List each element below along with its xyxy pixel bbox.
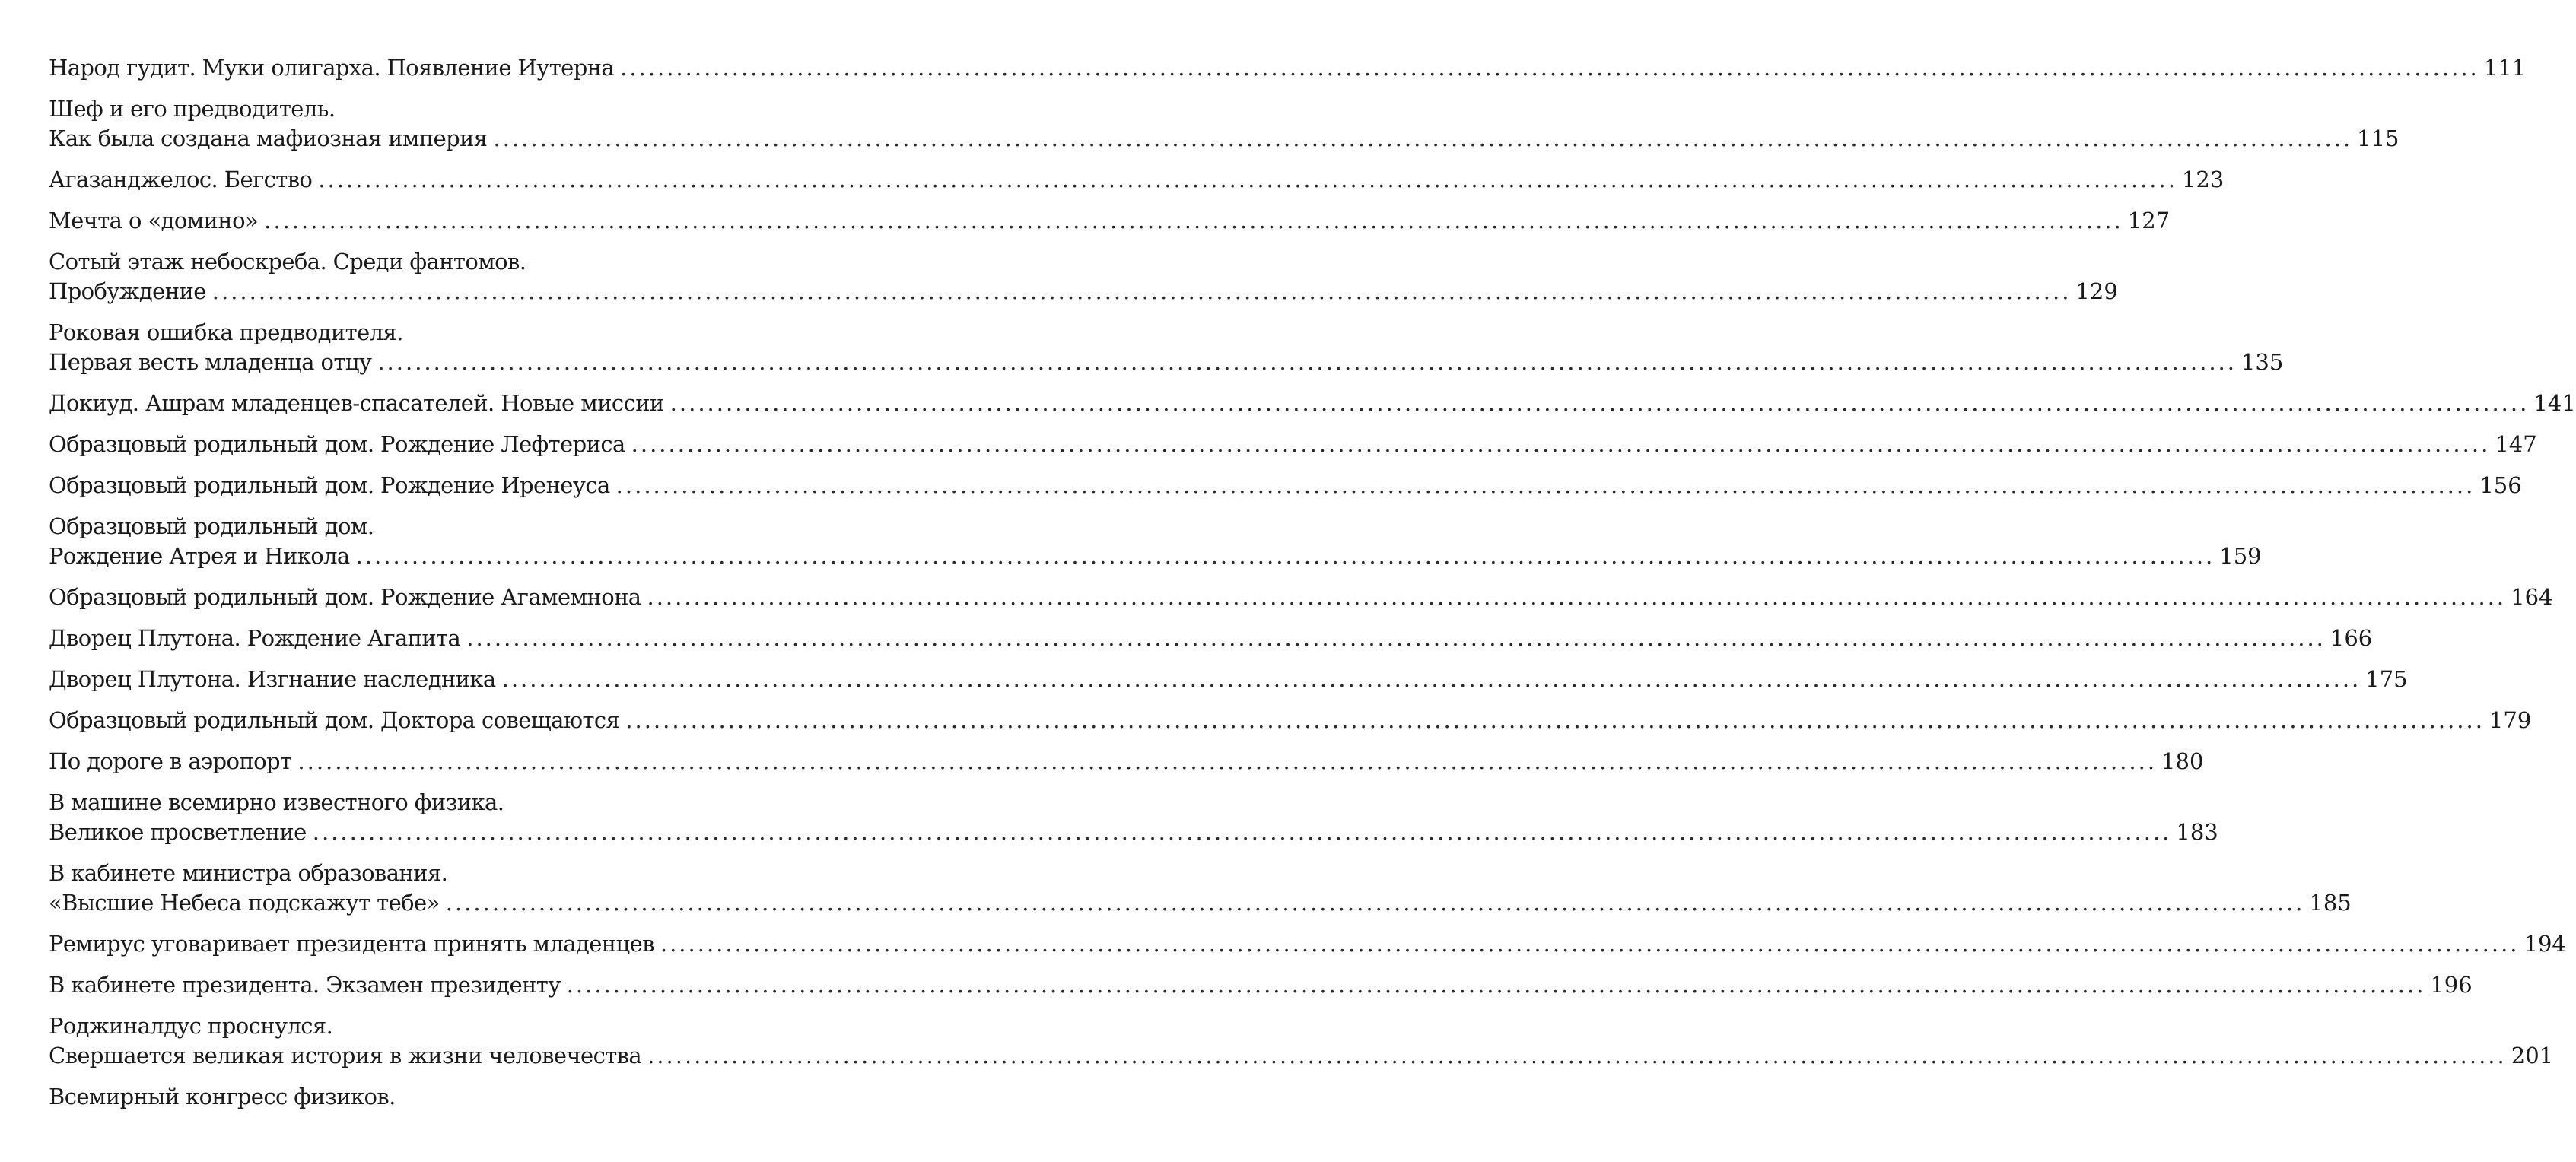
table-of-contents-page	[49, 53, 2576, 1123]
toc-entry-title-line: В машине всемирно известного физика.	[49, 789, 504, 815]
toc-entry-row	[49, 206, 2171, 236]
toc-entry	[49, 471, 2522, 500]
toc-entry	[49, 970, 2473, 1000]
dot-leader	[466, 624, 2326, 653]
dot-leader	[616, 471, 2476, 500]
toc-entry-title-line: Ремирус уговаривает президента принять младенцев	[49, 931, 654, 957]
dot-leader	[631, 430, 2491, 459]
toc-page-number: 127	[2127, 208, 2171, 233]
dot-leader	[313, 818, 2172, 847]
toc-entry	[49, 624, 2373, 653]
toc-entry-row	[49, 706, 2532, 735]
toc-entry	[49, 94, 2399, 154]
toc-entry-title-line: Образцовый родильный дом. Рождение Агамемнона	[49, 584, 641, 610]
toc-entry-row	[49, 471, 2522, 500]
toc-page-number: 129	[2075, 278, 2118, 304]
toc-entry	[49, 389, 2576, 418]
toc-page-number: 115	[2357, 125, 2399, 151]
toc-entry	[49, 165, 2225, 195]
toc-entry-row	[49, 53, 2527, 83]
toc-page-number: 179	[2489, 707, 2532, 733]
toc-entry-row	[49, 818, 2218, 847]
toc-page-number: 180	[2161, 748, 2204, 774]
toc-entry	[49, 430, 2537, 459]
toc-page-number: 135	[2240, 349, 2284, 375]
toc-entry-row	[49, 888, 2352, 918]
toc-entry	[49, 1011, 2554, 1071]
toc-entry	[49, 706, 2532, 735]
toc-entry-row	[49, 1041, 2554, 1071]
toc-page-number: 185	[2309, 890, 2352, 916]
toc-page-number: 201	[2511, 1043, 2554, 1068]
toc-entry	[49, 859, 2352, 918]
toc-entry-title-line: Мечта о «домино»	[49, 208, 259, 233]
toc-page-number: 123	[2181, 167, 2225, 192]
toc-entry-row	[49, 430, 2537, 459]
toc-page-number: 147	[2495, 431, 2537, 457]
toc-entry-title-line: Образцовый родильный дом. Рождение Иренеуса	[49, 472, 610, 498]
dot-leader	[660, 929, 2520, 959]
toc-entry	[49, 747, 2204, 776]
toc-entry-row	[49, 124, 2399, 154]
dot-leader	[670, 389, 2530, 418]
dot-leader	[494, 124, 2353, 154]
toc-page-number: 183	[2176, 819, 2218, 845]
toc-entry	[49, 206, 2171, 236]
toc-entry	[49, 512, 2262, 571]
toc-entry-title-line: Как была создана мафиозная империя	[49, 125, 488, 151]
dot-leader	[356, 541, 2215, 571]
toc-entry-title-line: Образцовый родильный дом. Доктора совещаются	[49, 707, 620, 733]
toc-list	[49, 53, 2576, 1112]
toc-entry	[49, 1082, 704, 1112]
toc-entry-row	[49, 348, 2284, 377]
toc-entry-title-line: В кабинете министра образования.	[49, 860, 448, 886]
toc-entry	[49, 583, 2553, 612]
toc-entry-row	[49, 929, 2566, 959]
toc-page-number: 196	[2430, 972, 2473, 998]
dot-leader	[318, 165, 2177, 195]
toc-entry	[49, 247, 2118, 306]
toc-entry-title-line: По дороге в аэропорт	[49, 748, 292, 774]
dot-leader	[264, 206, 2123, 236]
toc-entry	[49, 318, 2284, 377]
toc-entry-title-line: Шеф и его предводитель.	[49, 96, 336, 122]
toc-entry-title-line: Роджиналдус проснулся.	[49, 1013, 333, 1039]
toc-entry-title-line: Дворец Плутона. Изгнание наследника	[49, 666, 496, 692]
toc-page-number: 141	[2533, 390, 2576, 416]
dot-leader	[647, 583, 2507, 612]
toc-entry-title-line: «Высшие Небеса подскажут тебе»	[49, 890, 440, 916]
dot-leader	[297, 747, 2157, 776]
toc-entry-title-line: Всемирный конгресс физиков.	[49, 1084, 396, 1110]
toc-entry-row	[49, 277, 2118, 306]
toc-page-number: 164	[2511, 584, 2553, 610]
dot-leader	[446, 888, 2305, 918]
dot-leader	[567, 970, 2426, 1000]
dot-leader	[647, 1041, 2507, 1071]
toc-entry-title-line: Свершается великая история в жизни человечества	[49, 1043, 642, 1068]
toc-entry-row	[49, 1082, 704, 1112]
toc-entry-title-line: Народ гудит. Муки олигарха. Появление Иутерна	[49, 55, 615, 81]
toc-entry-title-line: Первая весть младенца отцу	[49, 349, 372, 375]
toc-page-number: 111	[2483, 55, 2527, 81]
toc-entry-row	[49, 970, 2473, 1000]
toc-entry-title-line: Агазанджелос. Бегство	[49, 167, 313, 192]
toc-page-number: 166	[2330, 625, 2373, 651]
toc-entry-title-line: Рождение Атрея и Никола	[49, 543, 350, 569]
toc-entry	[49, 665, 2408, 694]
toc-entry-title-line: Роковая ошибка предводителя.	[49, 319, 403, 345]
toc-entry-row	[49, 389, 2576, 418]
toc-entry-title-line: Дворец Плутона. Рождение Агапита	[49, 625, 461, 651]
toc-entry-title-line: Докиуд. Ашрам младенцев-спасателей. Новые миссии	[49, 390, 664, 416]
toc-entry-row	[49, 665, 2408, 694]
toc-page-number: 159	[2219, 543, 2262, 569]
dot-leader	[212, 277, 2072, 306]
toc-page-number: 194	[2524, 931, 2566, 957]
toc-entry-title-line: В кабинете президента. Экзамен президенту	[49, 972, 561, 998]
toc-entry-title-line: Сотый этаж небоскреба. Среди фантомов.	[49, 249, 526, 275]
toc-page-number: 175	[2365, 666, 2408, 692]
dot-leader	[502, 665, 2361, 694]
dot-leader	[377, 348, 2237, 377]
toc-entry-title-line: Пробуждение	[49, 278, 206, 304]
toc-entry-title-line: Образцовый родильный дом.	[49, 513, 374, 539]
toc-entry-title-line: Образцовый родильный дом. Рождение Лефтериса	[49, 431, 625, 457]
toc-entry	[49, 53, 2527, 83]
toc-entry	[49, 929, 2566, 959]
toc-entry-row	[49, 165, 2225, 195]
toc-entry-title-line: Великое просветление	[49, 819, 307, 845]
toc-entry-row	[49, 747, 2204, 776]
toc-entry-row	[49, 541, 2262, 571]
dot-leader	[620, 53, 2479, 83]
toc-entry	[49, 788, 2218, 847]
toc-page-number: 156	[2479, 472, 2522, 498]
toc-entry-row	[49, 583, 2553, 612]
toc-entry-row	[49, 624, 2373, 653]
dot-leader	[625, 706, 2485, 735]
